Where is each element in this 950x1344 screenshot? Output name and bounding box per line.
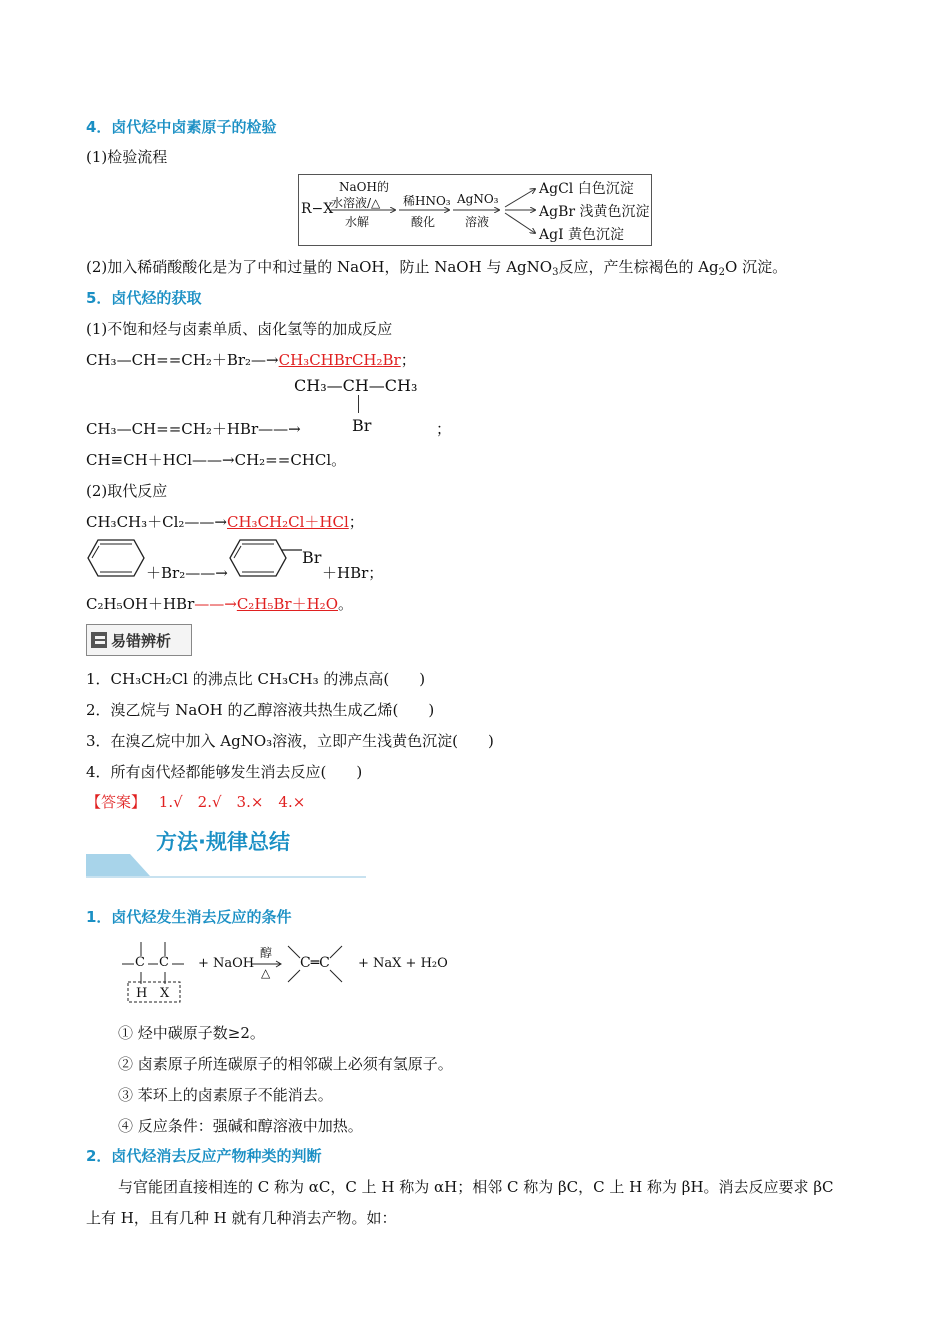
method-2-paragraph-line2: 上有 H，且有几种 H 就有几种消去产物。如： — [86, 1209, 397, 1227]
benzene-ring-icon — [86, 538, 146, 578]
equation-6 — [86, 593, 353, 614]
answer-label: 【答案】 — [86, 793, 147, 811]
eq6-lhs: C₂H₅OH＋HBr — [86, 595, 195, 613]
halogen-atom: X — [160, 986, 170, 1001]
flow-rx: R−X — [301, 201, 334, 217]
section-4-sub1: (1)检验流程 — [86, 148, 168, 166]
section-banner-graphic — [86, 854, 366, 878]
section-4-sub2: (2)加入稀硝酸酸化是为了中和过量的 NaOH，防止 NaOH 与 AgNO$_3$反应，产生棕褐色的 $Ag_2O$ 沉淀。 — [86, 258, 788, 278]
eq2-structure-br: Br — [352, 416, 372, 435]
error-analysis-tag — [86, 624, 192, 656]
eq2-structure-top: CH₃—CH—CH₃ — [294, 376, 418, 395]
section-5-sub2: (2)取代反应 — [86, 482, 168, 500]
banner-title: 方法·规律总结 — [156, 830, 290, 854]
flow-step3-top: AgNO₃ — [457, 192, 499, 206]
alkene-cc: C═C — [300, 955, 330, 971]
eq5-br-substituent: Br — [302, 548, 322, 567]
eq6-answer: C₂H₅Br＋H₂O — [236, 595, 338, 613]
eq5-mid: ＋Br₂——→ — [146, 564, 228, 582]
equation-4 — [86, 511, 364, 532]
answer-line — [86, 791, 305, 812]
equation-1 — [86, 349, 416, 370]
detection-flow-diagram — [298, 174, 652, 246]
section-4-title: 4．卤代烃中卤素原子的检验 — [86, 118, 277, 136]
error-item: 4．所有卤代烃都能够发生消去反应( ) — [86, 763, 363, 781]
method-2-title: 2．卤代烃消去反应产物种类的判断 — [86, 1147, 322, 1165]
section-5-sub1: (1)不饱和烃与卤素单质、卤化氢等的加成反应 — [86, 320, 393, 338]
products: + NaX + H₂O — [358, 956, 448, 971]
carbon-1: C — [135, 955, 145, 970]
eq6-arrow: ——→ — [194, 595, 237, 613]
error-item: 1．CH₃CH₂Cl 的沸点比 CH₃CH₃ 的沸点高( ) — [86, 670, 426, 688]
flow-step2-top: 稀HNO₃ — [403, 194, 451, 208]
condition-point: ③ 苯环上的卤素原子不能消去。 — [118, 1086, 333, 1104]
eq1-answer: CH₃CHBrCH₂Br — [278, 351, 401, 369]
section-5-title: 5．卤代烃的获取 — [86, 289, 202, 307]
flow-result-agi: AgI 黄色沉淀 — [539, 227, 625, 243]
tag-label: 易错辨析 — [111, 632, 172, 650]
reagent-naoh: + NaOH — [198, 956, 255, 971]
flow-result-agbr: AgBr 浅黄色沉淀 — [539, 204, 650, 220]
condition-heat: △ — [261, 966, 271, 980]
flow-step3-bottom: 溶液 — [465, 215, 490, 229]
bromobenzene-ring-icon — [228, 538, 308, 578]
flow-step1-bottom: 水解 — [345, 215, 370, 229]
eq2-structure-bond — [358, 395, 359, 413]
flow-step2-bottom: 酸化 — [411, 215, 436, 229]
error-item: 3．在溴乙烷中加入 AgNO₃溶液，立即产生浅黄色沉淀( ) — [86, 732, 494, 750]
flow-result-agcl: AgCl 白色沉淀 — [539, 181, 634, 197]
flow-step1-top1: NaOH的 — [339, 180, 389, 194]
method-2-paragraph-line1: 与官能团直接相连的 C 称为 αC，C 上 H 称为 αH；相邻 C 称为 βC，C 上 H 称为 βH。消去反应要求 βC — [118, 1178, 834, 1196]
equation-3: CH≡CH＋HCl——→CH₂==CHCl。 — [86, 451, 347, 469]
eq1-end: ； — [400, 351, 416, 369]
elimination-equation — [118, 940, 458, 1006]
sub2-text-c: O 沉淀。 — [725, 258, 788, 276]
tag-e-icon — [91, 632, 107, 648]
eq4-lhs: CH₃CH₃＋Cl₂——→ — [86, 513, 227, 531]
sub2-text-b: 反应，产生棕褐色的 Ag — [558, 258, 719, 276]
eq6-end: 。 — [338, 595, 354, 613]
eq2-end: ； — [436, 420, 452, 438]
flow-step1-top2: 水溶液/△ — [331, 196, 381, 210]
eq2-lhs: CH₃—CH==CH₂＋HBr——→ — [86, 420, 301, 438]
eq4-answer: CH₃CH₂Cl＋HCl — [227, 513, 349, 531]
eq4-end: ； — [348, 513, 364, 531]
eq5-end: ＋HBr； — [322, 564, 384, 582]
answer-values: 1.√ 2.√ 3.× 4.× — [158, 793, 306, 811]
carbon-2: C — [159, 955, 169, 970]
eq1-lhs: CH₃—CH==CH₂＋Br₂—→ — [86, 351, 279, 369]
condition-point: ① 烃中碳原子数≥2。 — [118, 1024, 265, 1042]
condition-point: ④ 反应条件：强碱和醇溶液中加热。 — [118, 1117, 363, 1135]
method-1-title: 1．卤代烃发生消去反应的条件 — [86, 908, 292, 926]
hydrogen-atom: H — [136, 986, 148, 1001]
condition-alcohol: 醇 — [260, 946, 273, 960]
sub2-text-a: (2)加入稀硝酸酸化是为了中和过量的 NaOH，防止 NaOH 与 AgNO — [86, 258, 553, 276]
condition-point: ② 卤素原子所连碳原子的相邻碳上必须有氢原子。 — [118, 1055, 453, 1073]
error-item: 2．溴乙烷与 NaOH 的乙醇溶液共热生成乙烯( ) — [86, 701, 435, 719]
